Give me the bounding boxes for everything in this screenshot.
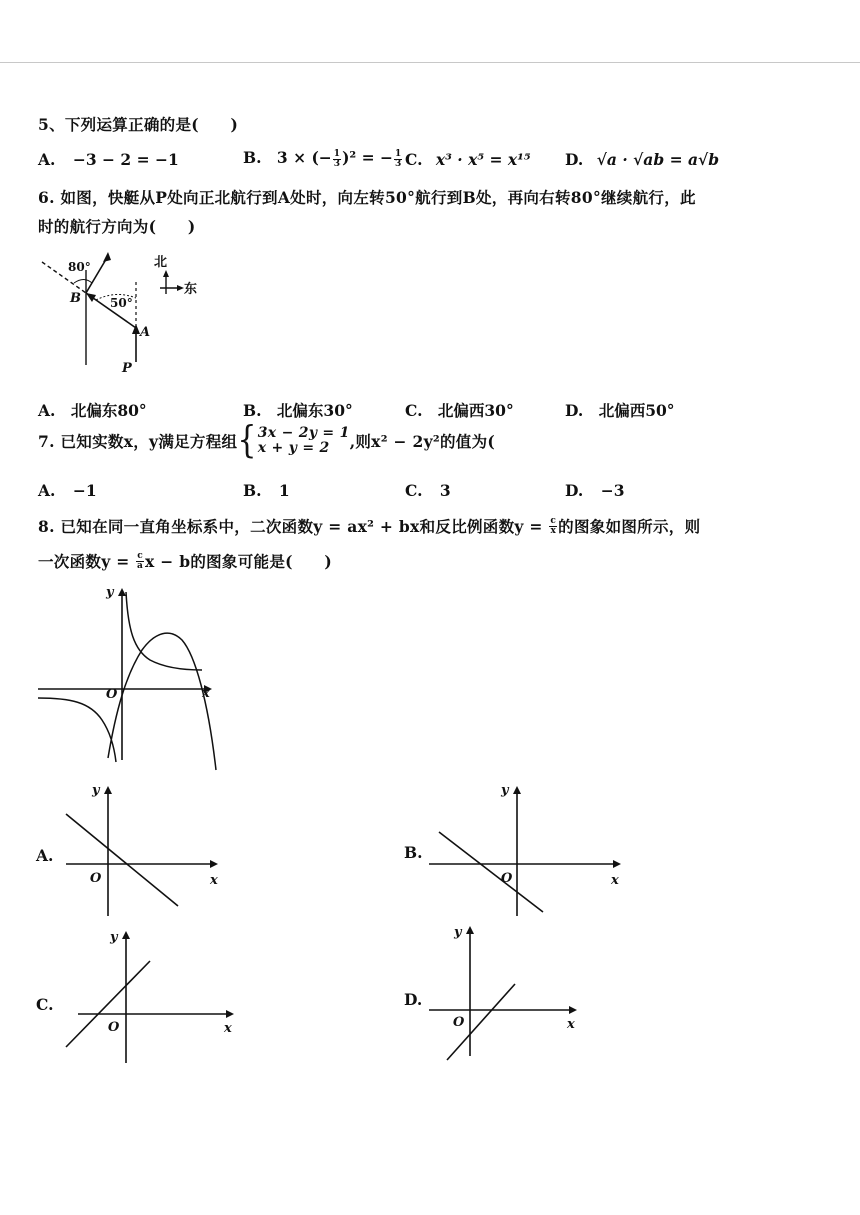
fraction: $\frac{c}{a}$ [137,550,144,571]
option-mid: )² = − [342,148,393,167]
q6-option-a [38,399,147,421]
east-label: 东 [184,282,198,297]
origin-label: O [501,871,513,886]
axis-x-label: x [224,1021,232,1036]
q5-option-a [38,150,179,169]
q8-choice-b-graph [425,780,635,920]
option-letter: C. [405,481,423,500]
q8-stem-post: 的图象如图所示，则 [558,517,701,536]
option-letter: D. [565,150,584,169]
q7-option-a [38,481,97,500]
q6-option-d [565,399,675,421]
option-letter: A. [38,481,56,500]
q8-stem-line-1 [38,515,700,537]
q7-option-d [565,481,624,500]
axis-y-label: y [110,930,118,945]
option-letter: D. [565,401,584,420]
option-letter: A. [38,150,56,169]
q8-stem2-post: x − b的图象可能是( ) [144,552,332,571]
q7-option-b [243,481,290,500]
q7-stem-pre: 7. 已知实数x，y满足方程组 [38,432,238,451]
option-text: x³ · x⁵ = x¹⁵ [435,150,531,169]
point-b-label: B [70,291,81,306]
angle-80-label: 80° [68,260,91,274]
q8-choice-b-letter: B. [404,843,423,862]
q6-stem-line-1: 6. 如图，快艇从P处向正北航行到A处时，向左转50°航行到B处，再向右转80°继续航行，此 [38,188,696,207]
q6-option-b [243,399,353,421]
q8-choice-a-letter: A. [36,846,54,865]
fraction: $\frac{1}{3}$ [394,148,402,169]
option-text: 北偏东30° [276,401,353,420]
q8-choice-d-letter: D. [404,990,423,1009]
q8-choice-d-graph [425,920,585,1065]
option-text: 3 [439,481,451,500]
q6-option-c [405,399,514,421]
north-label: 北 [154,255,168,270]
q8-choice-c-letter: C. [36,995,54,1014]
equation-2: x + y = 2 [257,440,330,456]
origin-label: O [108,1020,120,1035]
equation-1: 3x − 2y = 1 [257,425,350,441]
point-p-label: P [122,361,132,376]
q5-option-b [243,148,403,169]
page-top-divider [0,62,860,63]
q6-navigation-figure [36,250,216,380]
q5-stem: 5、下列运算正确的是( ) [38,115,239,134]
q8-main-graph [30,580,230,775]
origin-label: O [453,1015,465,1030]
origin-label: O [90,871,102,886]
fraction: $\frac{1}{3}$ [333,148,341,169]
axis-x-label: x [202,686,210,701]
point-a-label: A [140,325,151,340]
q5-option-d [565,150,719,169]
axis-x-label: x [611,873,619,888]
option-text: −3 − 2 = −1 [72,150,179,169]
q8-stem2-pre: 一次函数y = [38,552,136,571]
option-pre: 3 × (− [276,148,332,167]
option-text: 北偏西30° [437,401,514,420]
axis-y-label: y [92,783,100,798]
equation-brace: { [237,418,257,463]
equation-system [258,426,350,456]
option-letter: B. [243,481,262,500]
q8-choice-a-graph [60,780,230,920]
axis-x-label: x [567,1017,575,1032]
axis-y-label: y [501,783,509,798]
q8-stem-pre: 8. 已知在同一直角坐标系中，二次函数y = ax² + bx和反比例函数y = [38,517,549,536]
option-letter: A. [38,401,56,420]
option-text: 1 [278,481,290,500]
q8-stem-line-2 [38,550,332,572]
axis-x-label: x [210,873,218,888]
axis-y-label: y [454,925,462,940]
q7-stem-post: ,则x² − 2y²的值为( [349,432,496,451]
option-letter: C. [405,150,423,169]
option-letter: B. [243,401,262,420]
option-letter: C. [405,401,423,420]
option-text: 北偏东80° [70,401,147,420]
option-letter: D. [565,481,584,500]
option-letter: B. [243,148,262,167]
option-text: 北偏西50° [598,401,675,420]
q7-option-c [405,481,451,500]
fraction: $\frac{c}{x}$ [550,515,557,536]
q8-choice-c-graph [60,925,240,1070]
option-text: −3 [600,481,625,500]
q5-option-c [405,150,531,169]
axis-y-label: y [106,585,114,600]
angle-50-label: 50° [110,296,133,310]
origin-label: O [106,687,118,702]
option-text: −1 [72,481,97,500]
q6-stem-line-2: 时的航行方向为( ) [38,217,196,236]
q7-stem [38,418,496,463]
option-text: √a · √ab = a√b [596,150,720,169]
